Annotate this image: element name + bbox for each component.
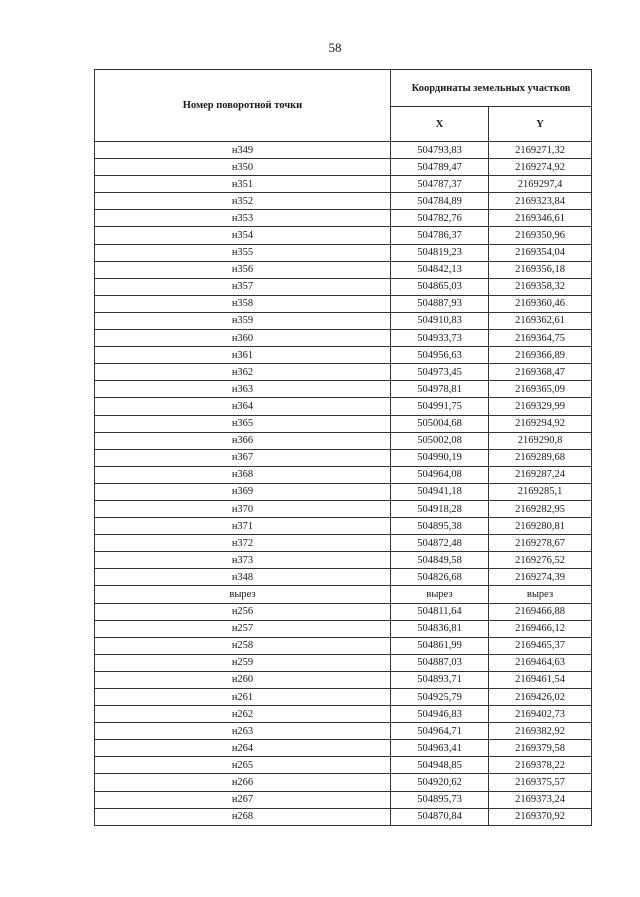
table-row <box>95 398 592 415</box>
y-coordinate-cell: 2169287,24 <box>489 466 592 483</box>
point-number-cell: н350 <box>95 159 391 176</box>
x-coordinate-cell: 504920,62 <box>391 774 489 791</box>
point-number-cell: н352 <box>95 193 391 210</box>
table-row <box>95 500 592 517</box>
x-coordinate-cell: 504789,47 <box>391 159 489 176</box>
point-number-cell: н363 <box>95 381 391 398</box>
y-coordinate-cell: 2169364,75 <box>489 330 592 347</box>
y-coordinate-cell: 2169365,09 <box>489 381 592 398</box>
x-coordinate-cell: 504925,79 <box>391 689 489 706</box>
x-coordinate-cell: 504887,03 <box>391 654 489 671</box>
point-number-cell: н356 <box>95 261 391 278</box>
x-coordinate-cell: 504787,37 <box>391 176 489 193</box>
x-coordinate-cell: 504849,58 <box>391 552 489 569</box>
table-row <box>95 740 592 757</box>
x-coordinate-cell: 504887,93 <box>391 295 489 312</box>
table-body <box>95 142 592 826</box>
point-number-cell: н258 <box>95 637 391 654</box>
x-coordinate-cell: 504910,83 <box>391 312 489 329</box>
y-coordinate-cell: 2169362,61 <box>489 312 592 329</box>
y-coordinate-cell: 2169402,73 <box>489 706 592 723</box>
point-number-cell: н371 <box>95 518 391 535</box>
point-number-cell: н373 <box>95 552 391 569</box>
point-number-cell: н267 <box>95 791 391 808</box>
table-row <box>95 244 592 261</box>
table-row <box>95 483 592 500</box>
y-coordinate-cell: 2169285,1 <box>489 483 592 500</box>
y-coordinate-cell: 2169466,12 <box>489 620 592 637</box>
x-coordinate-cell: 504872,48 <box>391 535 489 552</box>
point-number-cell: н262 <box>95 706 391 723</box>
y-coordinate-cell: 2169346,61 <box>489 210 592 227</box>
table-row <box>95 347 592 364</box>
table-row <box>95 210 592 227</box>
y-coordinate-cell: 2169274,92 <box>489 159 592 176</box>
x-coordinate-cell: 504826,68 <box>391 569 489 586</box>
table-row <box>95 552 592 569</box>
x-coordinate-cell: 504941,18 <box>391 483 489 500</box>
table-row <box>95 330 592 347</box>
x-coordinate-cell: 505004,68 <box>391 415 489 432</box>
y-coordinate-cell: 2169329,99 <box>489 398 592 415</box>
x-coordinate-cell: 504870,84 <box>391 808 489 825</box>
point-number-cell: н261 <box>95 689 391 706</box>
x-coordinate-cell: 504793,83 <box>391 142 489 159</box>
y-coordinate-cell: 2169465,37 <box>489 637 592 654</box>
point-number-cell: н351 <box>95 176 391 193</box>
table-row <box>95 193 592 210</box>
point-number-cell: н368 <box>95 466 391 483</box>
y-coordinate-cell: 2169368,47 <box>489 364 592 381</box>
point-number-cell: н364 <box>95 398 391 415</box>
y-coordinate-cell: 2169378,22 <box>489 757 592 774</box>
y-coordinate-cell: 2169274,39 <box>489 569 592 586</box>
point-number-cell: н369 <box>95 483 391 500</box>
y-coordinate-cell: 2169375,57 <box>489 774 592 791</box>
point-number-cell: н361 <box>95 347 391 364</box>
point-number-cell: н360 <box>95 330 391 347</box>
table-row <box>95 637 592 654</box>
table-row <box>95 671 592 688</box>
table-row <box>95 706 592 723</box>
y-coordinate-cell: 2169280,81 <box>489 518 592 535</box>
table-row <box>95 227 592 244</box>
y-coordinate-cell: 2169466,88 <box>489 603 592 620</box>
y-coordinate-cell: 2169464,63 <box>489 654 592 671</box>
point-number-cell: н353 <box>95 210 391 227</box>
point-number-cell: н260 <box>95 671 391 688</box>
point-number-cell: н366 <box>95 432 391 449</box>
table-row <box>95 723 592 740</box>
point-number-cell: н259 <box>95 654 391 671</box>
x-coordinate-cell: 504946,83 <box>391 706 489 723</box>
y-coordinate-cell: 2169358,32 <box>489 278 592 295</box>
table-row <box>95 518 592 535</box>
point-number-header: Номер поворотной точки <box>95 70 391 142</box>
table-row <box>95 278 592 295</box>
x-coordinate-cell: 504893,71 <box>391 671 489 688</box>
point-number-cell: н268 <box>95 808 391 825</box>
point-number-cell: н365 <box>95 415 391 432</box>
x-coordinate-cell: 504811,64 <box>391 603 489 620</box>
table-row <box>95 791 592 808</box>
x-coordinate-cell: 504895,73 <box>391 791 489 808</box>
point-number-cell: н266 <box>95 774 391 791</box>
y-coordinate-cell: 2169426,02 <box>489 689 592 706</box>
point-number-cell: н367 <box>95 449 391 466</box>
table-row <box>95 449 592 466</box>
y-coordinate-cell: 2169271,32 <box>489 142 592 159</box>
y-coordinate-cell: 2169373,24 <box>489 791 592 808</box>
point-number-cell: н263 <box>95 723 391 740</box>
x-coordinate-cell: 504948,85 <box>391 757 489 774</box>
page-number: 58 <box>328 40 342 55</box>
x-coordinate-cell: 504782,76 <box>391 210 489 227</box>
point-number-cell: н359 <box>95 312 391 329</box>
table-row <box>95 381 592 398</box>
table-row <box>95 142 592 159</box>
y-coordinate-cell: 2169350,96 <box>489 227 592 244</box>
y-coordinate-cell: 2169282,95 <box>489 500 592 517</box>
x-coordinate-cell: 504964,08 <box>391 466 489 483</box>
table-row <box>95 432 592 449</box>
x-coordinate-cell: 504991,75 <box>391 398 489 415</box>
point-number-cell: н357 <box>95 278 391 295</box>
y-coordinate-cell: 2169278,67 <box>489 535 592 552</box>
x-coordinate-cell: 504978,81 <box>391 381 489 398</box>
point-number-cell: н256 <box>95 603 391 620</box>
y-coordinate-cell: 2169461,54 <box>489 671 592 688</box>
x-coordinate-cell: 504918,28 <box>391 500 489 517</box>
table-row <box>95 654 592 671</box>
x-coordinate-cell: 504786,37 <box>391 227 489 244</box>
table-row <box>95 159 592 176</box>
point-number-cell: н354 <box>95 227 391 244</box>
x-coordinate-cell: 504819,23 <box>391 244 489 261</box>
point-number-cell: н372 <box>95 535 391 552</box>
x-coordinate-cell: 504956,63 <box>391 347 489 364</box>
y-coordinate-cell: вырез <box>489 586 592 603</box>
y-coordinate-cell: 2169379,58 <box>489 740 592 757</box>
point-number-cell: н358 <box>95 295 391 312</box>
table-row <box>95 295 592 312</box>
x-coordinate-cell: 504990,19 <box>391 449 489 466</box>
y-coordinate-cell: 2169354,04 <box>489 244 592 261</box>
x-column-header: X <box>391 107 489 142</box>
table-row <box>95 603 592 620</box>
table-row <box>95 808 592 825</box>
y-coordinate-cell: 2169366,89 <box>489 347 592 364</box>
table-row <box>95 176 592 193</box>
y-coordinate-cell: 2169297,4 <box>489 176 592 193</box>
y-coordinate-cell: 2169289,68 <box>489 449 592 466</box>
y-coordinate-cell: 2169382,92 <box>489 723 592 740</box>
x-coordinate-cell: 504963,41 <box>391 740 489 757</box>
point-number-cell: н264 <box>95 740 391 757</box>
y-coordinate-cell: 2169294,92 <box>489 415 592 432</box>
y-coordinate-cell: 2169290,8 <box>489 432 592 449</box>
x-coordinate-cell: 504861,99 <box>391 637 489 654</box>
table-row <box>95 757 592 774</box>
point-number-cell: н348 <box>95 569 391 586</box>
point-number-cell: н257 <box>95 620 391 637</box>
point-number-cell: н362 <box>95 364 391 381</box>
x-coordinate-cell: 504973,45 <box>391 364 489 381</box>
x-coordinate-cell: вырез <box>391 586 489 603</box>
point-number-cell: н265 <box>95 757 391 774</box>
point-number-cell: н370 <box>95 500 391 517</box>
x-coordinate-cell: 504842,13 <box>391 261 489 278</box>
point-number-cell: н349 <box>95 142 391 159</box>
table-row <box>95 415 592 432</box>
x-coordinate-cell: 504895,38 <box>391 518 489 535</box>
point-number-cell: н355 <box>95 244 391 261</box>
x-coordinate-cell: 505002,08 <box>391 432 489 449</box>
y-coordinate-cell: 2169360,46 <box>489 295 592 312</box>
table-row <box>95 689 592 706</box>
y-coordinate-cell: 2169356,18 <box>489 261 592 278</box>
y-coordinate-cell: 2169370,92 <box>489 808 592 825</box>
table-row <box>95 364 592 381</box>
x-coordinate-cell: 504836,81 <box>391 620 489 637</box>
x-coordinate-cell: 504933,73 <box>391 330 489 347</box>
y-column-header: Y <box>489 107 592 142</box>
table-row <box>95 535 592 552</box>
x-coordinate-cell: 504784,89 <box>391 193 489 210</box>
point-number-cell: вырез <box>95 586 391 603</box>
y-coordinate-cell: 2169323,84 <box>489 193 592 210</box>
table-row <box>95 569 592 586</box>
table-row <box>95 466 592 483</box>
coordinates-table <box>94 69 592 826</box>
table-row <box>95 774 592 791</box>
table-row <box>95 261 592 278</box>
y-coordinate-cell: 2169276,52 <box>489 552 592 569</box>
table-row <box>95 312 592 329</box>
table-row <box>95 620 592 637</box>
coordinates-header: Координаты земельных участков <box>391 70 592 107</box>
x-coordinate-cell: 504865,03 <box>391 278 489 295</box>
x-coordinate-cell: 504964,71 <box>391 723 489 740</box>
table-row <box>95 586 592 603</box>
